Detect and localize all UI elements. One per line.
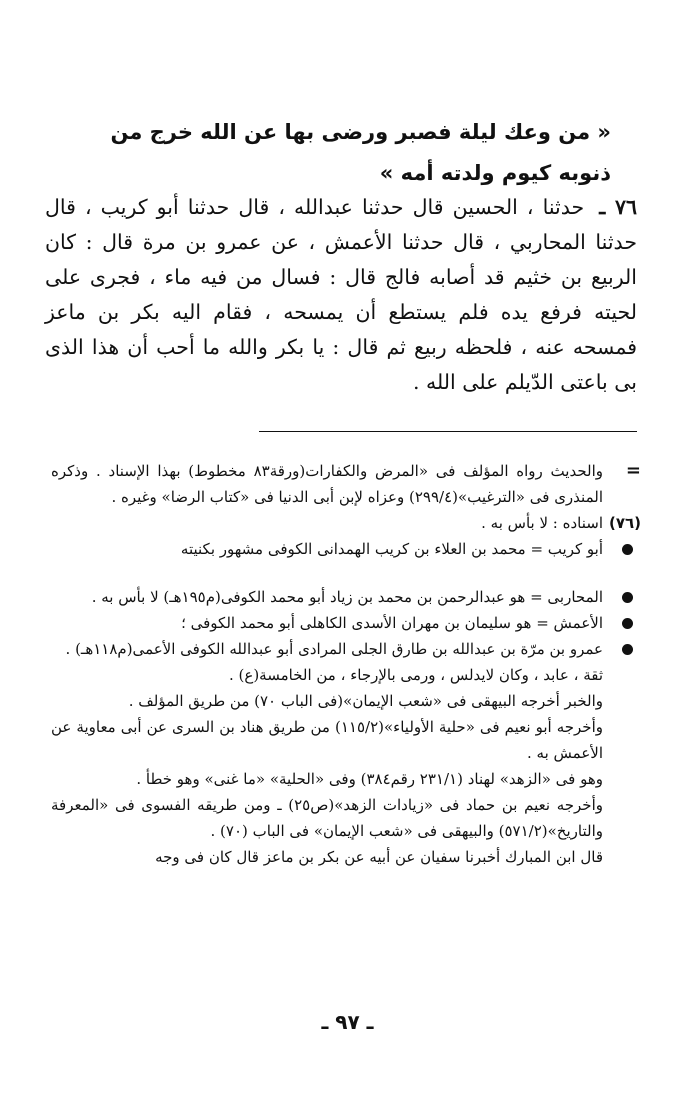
footnotes [51, 458, 643, 870]
heading-line-1: « من وعك ليلة فصبر ورضى بها عن الله خرج من [110, 120, 611, 144]
narrator-text: أبو كريب = محمد بن العلاء بن كريب الهمدانى الكوفى مشهور بكنيته [180, 540, 603, 558]
hadith-text: حدثنا ، الحسين قال حدثنا عبدالله ، قال حدثنا أبو كريب ، قال حدثنا المحاربي ، قال حدثنا الأعمش ، عن عمرو بن مرة قال : كان الربيع بن خثيم قد أصابه فالج قال : فسال من فيه ماء ، فجرى على لحيته فرفع يده فلم يستطع أن يمسحه ، فقام اليه بكر بن ماعز فمسحه عنه ، فلحظه ربيع ثم قال : يا بكر والله ما أحب أن هذا الذى بى باعتى الدّيلم على الله . [45, 195, 637, 394]
footnote-line-text: وهو فى «الزهد» لهناد (٢٣١/١ رقم٣٨٤) وفى «الحلية» «ما غنى» وهو خطأ . [136, 770, 603, 788]
page-number: ـ ٩٧ ـ [321, 1010, 374, 1034]
bullet-icon [622, 544, 633, 555]
footnote-line-text: والخبر أخرجه البيهقى فى «شعب الإيمان»(فى الباب ٧٠) من طريق المؤلف . [128, 692, 603, 710]
footnote-separator [259, 431, 637, 432]
spacer [51, 562, 643, 584]
footnote-line-text: وأخرجه نعيم بن حماد فى «زيادات الزهد»(ص٢٥) ـ ومن طريقه الفسوى فى «المعرفة والتاريخ»(٥٧١/٢) والبيهقى فى «شعب الإيمان» فى الباب (٧٠) . [51, 796, 603, 840]
hadith-76 [45, 190, 637, 400]
narrator-item [51, 584, 643, 610]
isnad-grade: اسناده : لا بأس به . [481, 514, 603, 532]
narrator-item [51, 610, 643, 636]
narrator-text: المحاربى = هو عبدالرحمن بن محمد بن زياد أبو محمد الكوفى(م١٩٥هـ) لا بأس به . [91, 588, 603, 606]
footnote-line [51, 844, 643, 870]
narrator-item [51, 636, 643, 662]
footnote-line [51, 662, 643, 688]
footnote-continuation [51, 458, 643, 510]
footnote-line [51, 688, 643, 714]
bullet-icon [622, 618, 633, 629]
footnote-76 [51, 510, 643, 536]
continuation-mark: = [625, 460, 641, 481]
footnote-line [51, 714, 643, 766]
hadith-number: ٧٦ ـ [599, 195, 637, 219]
footnote-number: (٧٦) [608, 514, 641, 532]
bullet-icon [622, 592, 633, 603]
footnote-line-text: قال ابن المبارك أخبرنا سفيان عن أبيه عن بكر بن ماعز قال كان فى وجه [155, 848, 603, 866]
footnote-line-text: ثقة ، عابد ، وكان لايدلس ، ورمى بالإرجاء ، من الخامسة(ع) . [228, 666, 603, 684]
footnote-continuation-text: والحديث رواه المؤلف فى «المرض والكفارات(ورقة٨٣ مخطوط) بهذا الإسناد . وذكره المنذرى فى «الترغيب»(٢٩٩/٤) وعزاه لإبن أبى الدنيا فى «كتاب الرضا» وغيره . [51, 462, 604, 506]
narrator-text: الأعمش = هو سليمان بن مهران الأسدى الكاهلى أبو محمد الكوفى ؛ [181, 614, 603, 632]
narrator-text: عمرو بن مرّة بن عبدالله بن طارق الجلى المرادى أبو عبدالله الكوفى الأعمى(م١١٨هـ) . [65, 640, 603, 658]
narrator-item [51, 536, 643, 562]
bullet-icon [622, 644, 633, 655]
footnote-line [51, 792, 643, 844]
footnote-line [51, 766, 643, 792]
chapter-heading [91, 112, 611, 194]
heading-line-2: ذنوبه كيوم ولدته أمه » [379, 161, 611, 185]
footnote-line-text: وأخرجه أبو نعيم فى «حلية الأولياء»(١١٥/٢) من طريق هناد بن السرى عن أبى معاوية عن الأعمش به . [51, 718, 603, 762]
